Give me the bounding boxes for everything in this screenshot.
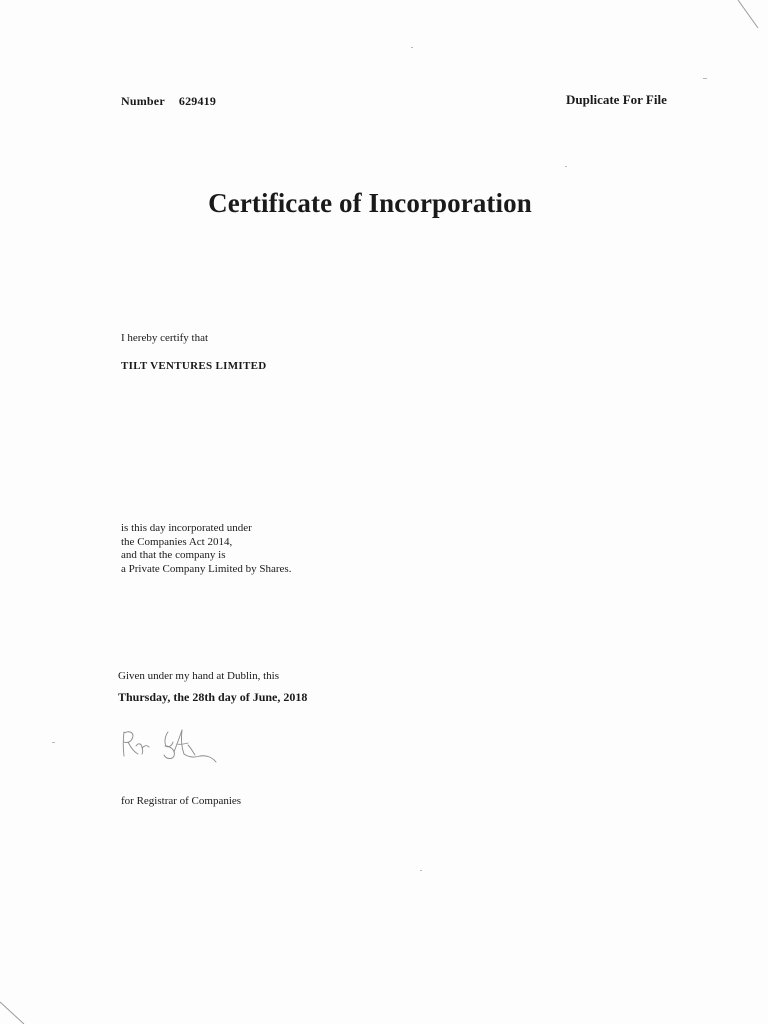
- statement-line: and that the company is: [121, 549, 226, 561]
- scan-speck: [703, 78, 707, 79]
- scan-speck: [52, 742, 55, 743]
- scan-speck: [420, 870, 422, 871]
- incorporation-date: Thursday, the 28th day of June, 2018: [118, 690, 308, 704]
- number-value: 629419: [178, 94, 217, 108]
- statement-line: a Private Company Limited by Shares.: [121, 562, 292, 575]
- statement-line: the Companies Act 2014,: [121, 535, 233, 548]
- certificate-number: [121, 94, 216, 109]
- incorporation-statement: [121, 522, 291, 576]
- duplicate-for-file-label: Duplicate For File: [566, 92, 667, 107]
- certify-statement: I hereby certify that: [121, 332, 209, 344]
- number-label: Number: [121, 94, 165, 108]
- scan-edge-mark: [728, 0, 768, 40]
- given-statement: Given under my hand at Dublin, this: [118, 670, 280, 682]
- document-title: Certificate of Incorporation: [208, 188, 532, 218]
- scan-speck: [411, 47, 413, 48]
- statement-line: is this day incorporated under: [121, 522, 252, 534]
- scan-edge-mark: [0, 994, 40, 1024]
- registrar-label: for Registrar of Companies: [121, 795, 242, 807]
- handwritten-signature: [118, 724, 228, 766]
- company-name: TILT VENTURES LIMITED: [121, 360, 267, 372]
- scan-speck: [565, 166, 567, 167]
